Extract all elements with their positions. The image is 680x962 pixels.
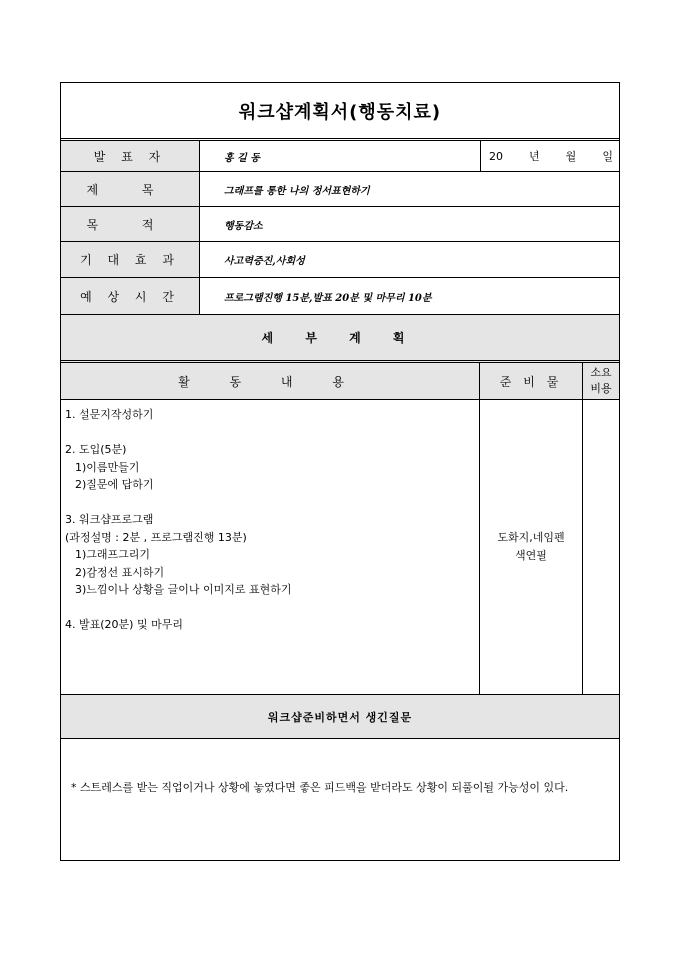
activity-line: 2. 도입(5분) (65, 443, 127, 456)
supplies-header: 준 비 물 (480, 363, 583, 399)
presenter-row (61, 141, 619, 172)
expected-effect-value: 사고력증진,사회성 (224, 256, 305, 267)
purpose-value: 행동감소 (224, 220, 263, 232)
plan-document (60, 82, 620, 861)
date-year-unit: 년 (529, 150, 540, 163)
questions-heading: 워크샵준비하면서 생긴질문 (61, 695, 619, 739)
purpose-row (61, 207, 619, 242)
activity-content (61, 400, 480, 694)
supplies-content (480, 400, 583, 694)
activity-line: 3. 워크샵프로그램 (65, 513, 154, 526)
expected-effect-label: 기 대 효 과 (61, 242, 200, 277)
estimated-time-row (61, 278, 619, 315)
supplies-line: 색연필 (515, 549, 547, 562)
activity-line: 4. 발표(20분) 및 마무리 (65, 618, 183, 631)
table-header (61, 363, 619, 400)
estimated-time-value: 프로그램진행 15분,발표 20분 및 마무리 10분 (224, 292, 432, 304)
time-cost-content (583, 400, 619, 694)
document-title: 워크샵계획서(행동치료) (238, 101, 442, 123)
activity-line: 1. 설문지작성하기 (65, 408, 154, 421)
activity-line: 2)감정선 표시하기 (75, 565, 165, 579)
activity-line: 1)이름만들기 (75, 460, 140, 474)
detail-plan-heading: 세 부 계 획 (61, 315, 619, 363)
presenter-value: 홍 길 동 (224, 152, 260, 164)
activity-table-body (61, 400, 619, 695)
date-year: 20 (489, 149, 503, 163)
time-cost-header (583, 363, 619, 399)
activity-line: (과정설명 : 2분 , 프로그램진행 13분) (65, 530, 247, 544)
topic-label: 제 목 (61, 172, 200, 206)
supplies-line: 도화지,네임펜 (497, 531, 565, 544)
topic-value: 그래프를 통한 나의 정서표현하기 (224, 185, 370, 197)
date-month-unit: 월 (565, 150, 577, 163)
activity-header: 활 동 내 용 (61, 363, 480, 399)
activity-line: 1)그래프그리기 (75, 548, 151, 561)
time-header-line2: 비용 (590, 382, 612, 395)
title-box (61, 83, 619, 141)
activity-line: 2)질문에 답하기 (75, 478, 154, 491)
presenter-label: 발 표 자 (61, 141, 200, 171)
expected-effect-row (61, 242, 619, 278)
time-header-line1: 소요 (590, 366, 612, 379)
topic-row (61, 172, 619, 207)
date-day-unit: 일 (602, 150, 613, 163)
purpose-label: 목 적 (61, 207, 200, 241)
estimated-time-label: 예 상 시 간 (61, 278, 200, 314)
question-note: * 스트레스를 받는 직업이거나 상황에 놓였다면 좋은 피드백을 받더라도 상황이 되풀이될 가능성이 있다. (71, 781, 569, 794)
activity-line: 3)느낌이나 상황을 글이나 이미지로 표현하기 (75, 583, 292, 596)
date-cell (480, 141, 619, 171)
